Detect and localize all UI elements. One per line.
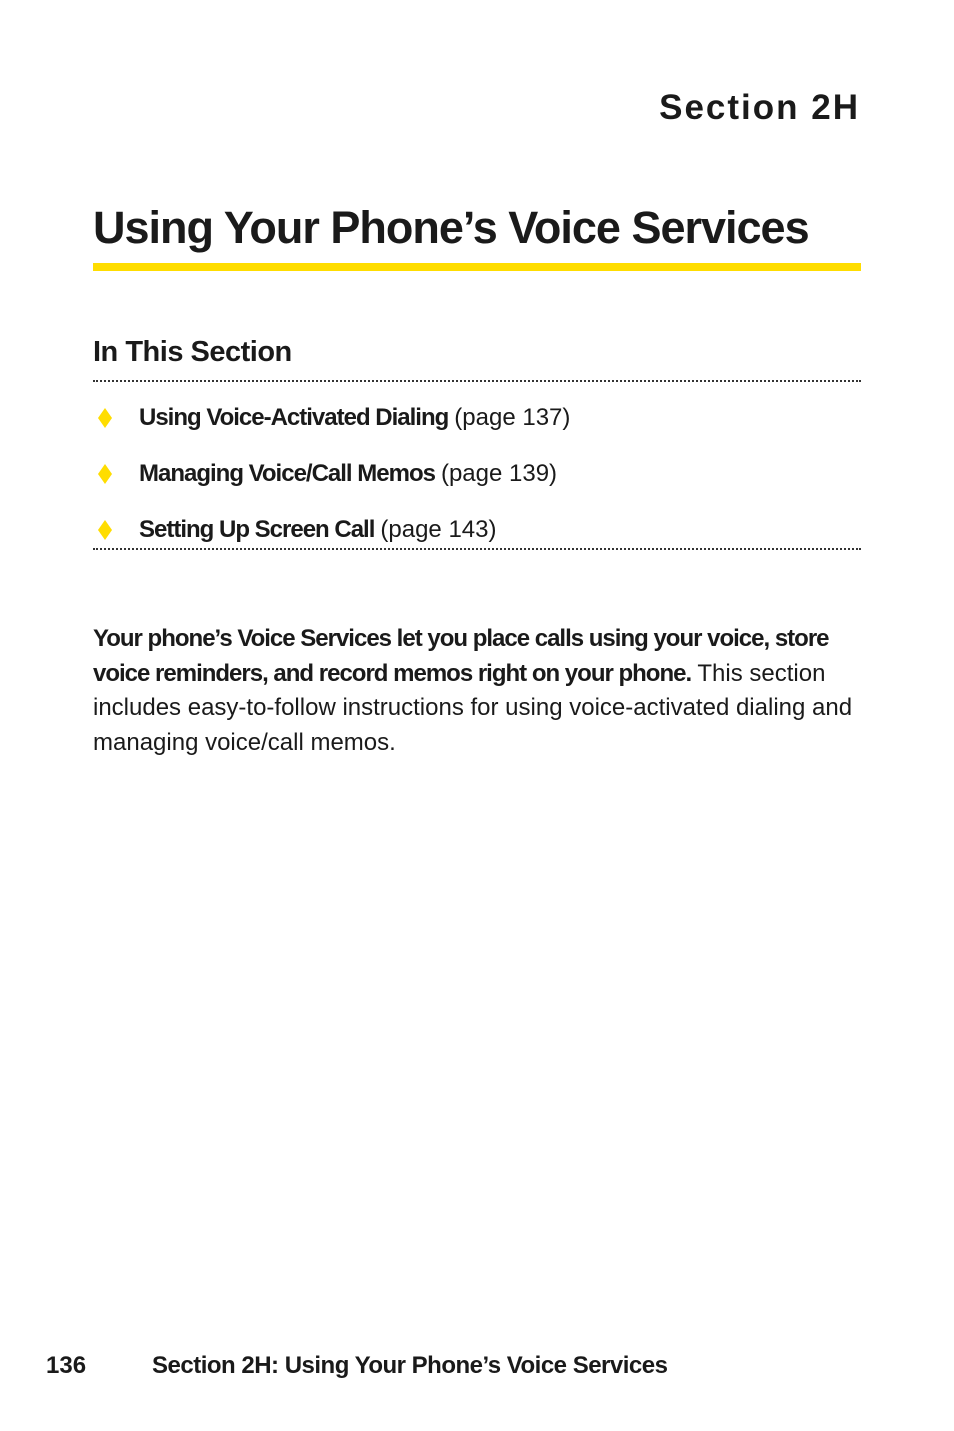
toc-item-title[interactable]: Managing Voice/Call Memos [139,460,435,487]
dotted-divider-top [93,380,861,382]
footer-running-title: Section 2H: Using Your Phone’s Voice Services [152,1352,668,1379]
chapter-title: Using Your Phone’s Voice Services [93,202,809,253]
intro-bold-text: Your phone’s Voice Services let you place calls using your voice, store voice reminders, and record memos right on your phone. [93,625,829,687]
diamond-icon [93,464,139,484]
diamond-icon [93,520,139,540]
toc-item-page: (page 143) [380,516,497,543]
diamond-icon [93,408,139,428]
intro-paragraph [93,622,861,760]
list-item[interactable] [93,390,861,446]
section-label: Section 2H [659,88,860,127]
toc-item-title[interactable]: Setting Up Screen Call [139,516,375,543]
toc-item-page: (page 137) [454,404,571,431]
toc-item-title[interactable]: Using Voice-Activated Dialing [139,404,449,431]
list-item[interactable] [93,446,861,502]
intro-body-text: This section includes easy-to-follow instructions for using voice-activated dialing and managing voice/call memos. [93,659,853,756]
dotted-divider-bottom [93,548,861,550]
in-this-section-heading: In This Section [93,336,292,368]
section-contents-list [93,390,861,558]
toc-item-page: (page 139) [440,460,558,487]
title-rule [93,263,861,271]
footer-page-number: 136 [46,1352,87,1379]
